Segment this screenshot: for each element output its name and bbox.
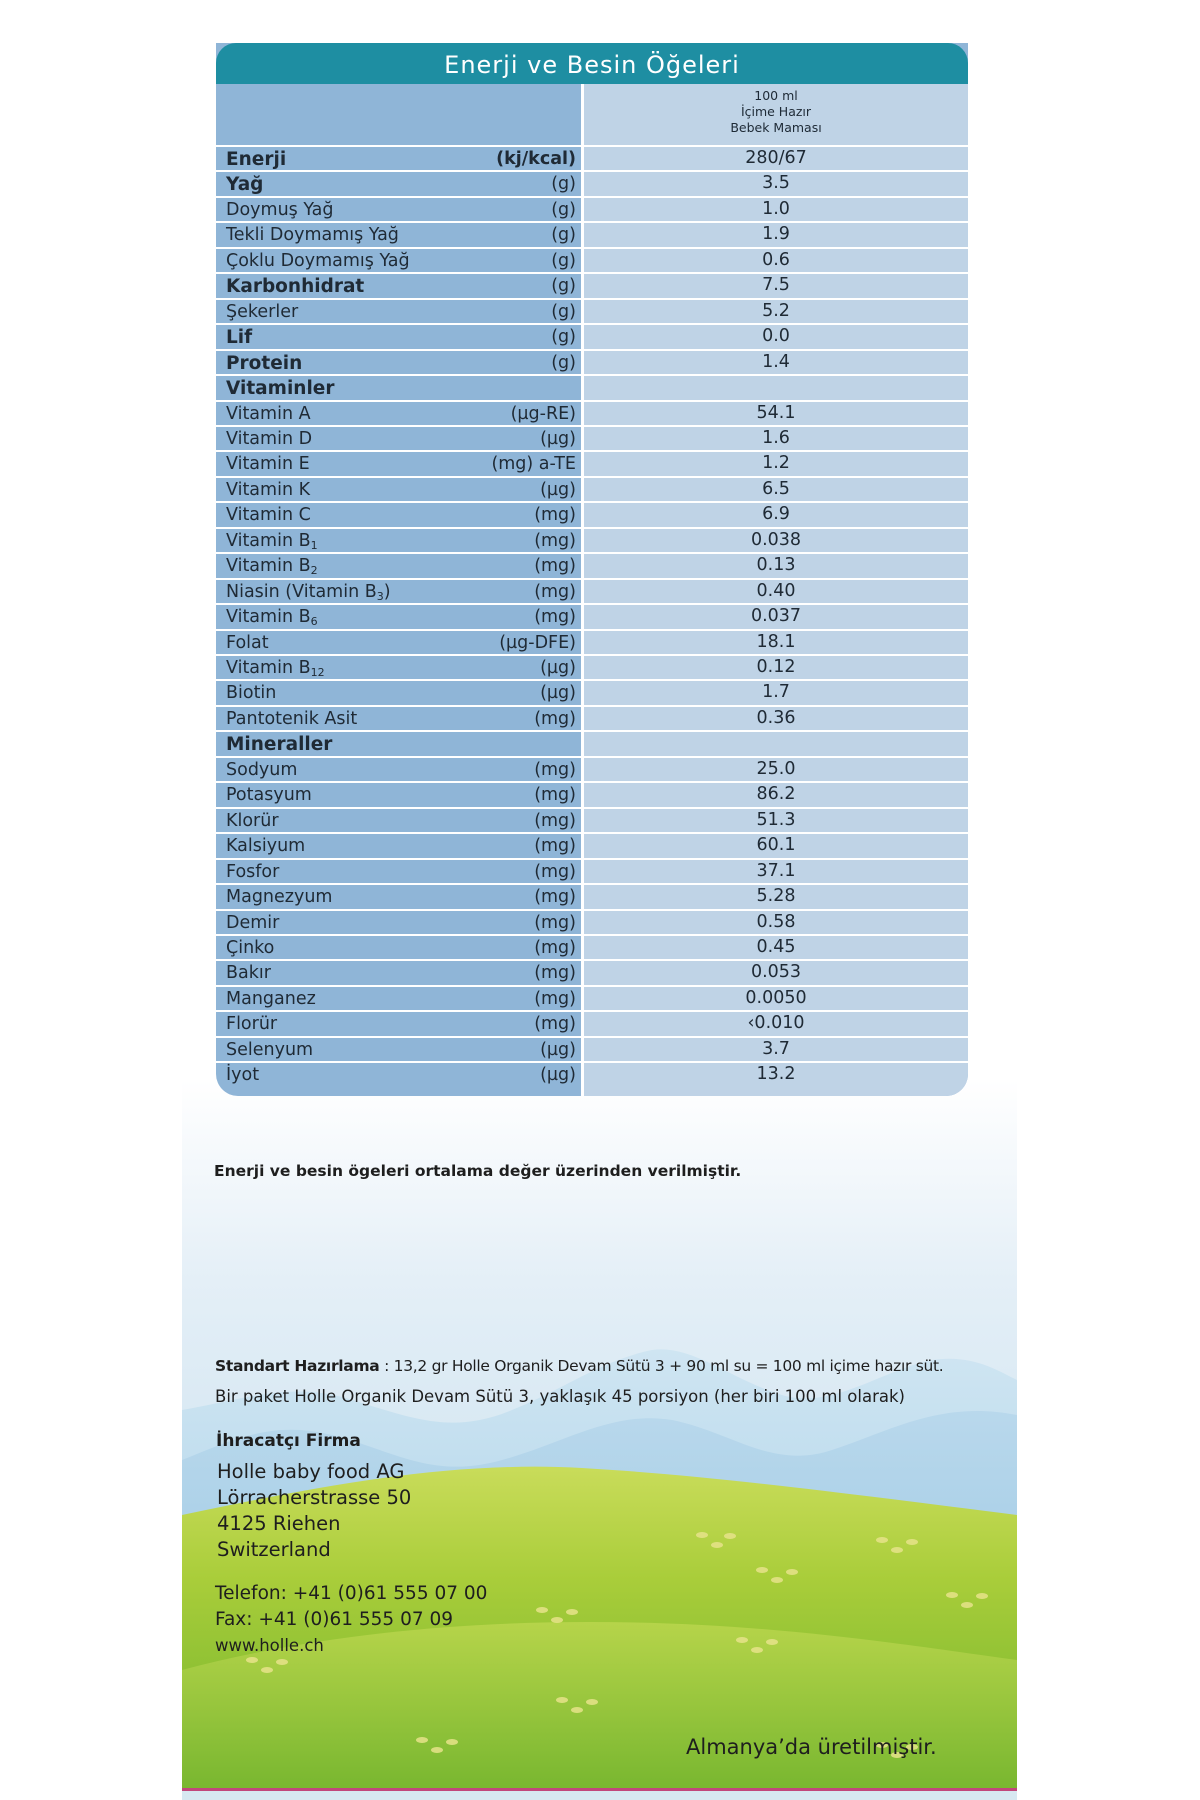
- table-row: [216, 298, 968, 323]
- table-row: [216, 959, 968, 984]
- table-row: [216, 934, 968, 959]
- row-divider: [216, 323, 968, 325]
- nutrient-name: Vitamin C: [226, 505, 311, 526]
- nutrient-unit: (µg-DFE): [499, 632, 576, 653]
- nutrient-name: Biotin: [226, 683, 277, 704]
- table-row: [216, 1036, 968, 1061]
- nutrient-name: Vitamin B: [226, 607, 311, 628]
- row-divider: [216, 476, 968, 478]
- row-divider: [216, 501, 968, 503]
- table-row: [216, 705, 968, 730]
- table-row: [216, 349, 968, 374]
- nutrient-name: Selenyum: [226, 1039, 314, 1060]
- nutrient-label: [226, 760, 297, 780]
- website-link[interactable]: www.holle.ch: [215, 1636, 324, 1655]
- table-row: [216, 807, 968, 832]
- nutrient-label: [226, 251, 410, 271]
- table-row: [216, 578, 968, 603]
- portion-info: Bir paket Holle Organik Devam Sütü 3, yaklaşık 45 porsiyon (her biri 100 ml olarak): [215, 1387, 905, 1406]
- row-divider: [216, 679, 968, 681]
- nutrient-unit: (µg): [540, 658, 576, 678]
- nutrient-value: 25.0: [756, 758, 796, 779]
- nutrient-unit: (mg): [534, 861, 576, 882]
- nutrient-unit: (mg): [534, 810, 576, 831]
- table-row: [216, 781, 968, 806]
- nutrient-label: [226, 556, 318, 577]
- nutrient-label: [226, 200, 333, 220]
- nutrient-name: Mineraller: [226, 734, 333, 756]
- row-divider: [216, 730, 968, 732]
- row-divider: [216, 985, 968, 987]
- row-divider: [216, 145, 968, 147]
- nutrient-value: 1.9: [762, 224, 790, 245]
- nutrient-unit: (mg): [534, 937, 576, 958]
- row-divider: [216, 221, 968, 223]
- nutrient-name: Enerji: [226, 149, 287, 170]
- nutrient-name: Vitamin B: [226, 658, 311, 678]
- nutrient-value: 51.3: [756, 809, 796, 830]
- nutrient-value: 280/67: [745, 148, 807, 168]
- nutrient-label: [226, 785, 312, 805]
- exporter-line: 4125 Riehen: [217, 1512, 341, 1535]
- row-divider: [216, 196, 968, 198]
- nutrient-name: Fosfor: [226, 861, 280, 882]
- nutrient-label: [226, 276, 364, 297]
- nutrient-unit: (mg): [534, 505, 576, 526]
- phone-number: Telefon: +41 (0)61 555 07 00: [215, 1583, 488, 1604]
- nutrient-value: 54.1: [756, 402, 796, 423]
- nutrient-value: 18.1: [756, 631, 796, 652]
- table-row: [216, 374, 968, 399]
- row-divider: [216, 1010, 968, 1012]
- nutrient-name: Potasyum: [226, 785, 312, 806]
- nutrient-value: 0.6: [762, 249, 790, 270]
- made-in-label: Almanya’da üretilmiştir.: [686, 1735, 937, 1759]
- nutrient-value: 0.037: [750, 606, 802, 627]
- nutrient-unit: (g): [551, 327, 576, 348]
- nutrient-unit: (mg): [534, 581, 576, 602]
- table-row: [216, 756, 968, 781]
- nutrient-value: 13.2: [756, 1064, 796, 1085]
- row-divider: [216, 705, 968, 707]
- nutrient-value: 0.12: [756, 657, 796, 677]
- nutrient-name: Kalsiyum: [226, 836, 306, 857]
- exporter-line: Switzerland: [217, 1538, 331, 1561]
- nutrient-subscript: 3: [376, 589, 384, 603]
- nutrient-label: [226, 938, 274, 958]
- nutrient-unit: (g): [551, 276, 576, 297]
- nutrient-value: 0.13: [756, 555, 796, 576]
- nutrient-name: Niasin (Vitamin B: [226, 581, 377, 602]
- nutrient-subscript: 6: [310, 615, 318, 629]
- nutrient-value: 5.2: [762, 300, 790, 321]
- table-row: [216, 145, 968, 170]
- nutrient-unit: (mg): [534, 759, 576, 780]
- nutrient-label: [226, 862, 279, 882]
- nutrient-label: [226, 404, 311, 424]
- table-row: [216, 629, 968, 654]
- nutrient-name: Vitamin K: [226, 479, 311, 500]
- table-row: [216, 450, 968, 475]
- nutrient-unit: (mg) a-TE: [491, 454, 576, 475]
- nutrient-value: 0.58: [756, 911, 796, 932]
- nutrient-label: [226, 302, 298, 322]
- nutrient-label: [226, 836, 305, 856]
- nutrient-name: Vitamin A: [226, 403, 311, 424]
- preparation-separator: :: [379, 1357, 394, 1375]
- nutrient-unit: (g): [551, 352, 576, 373]
- row-divider: [216, 603, 968, 605]
- column-header: [584, 88, 968, 136]
- table-row: [216, 1010, 968, 1035]
- row-divider: [216, 349, 968, 351]
- contact-block: [215, 1581, 487, 1659]
- nutrient-value: 60.1: [756, 835, 796, 856]
- row-divider: [216, 934, 968, 936]
- nutrient-name: Lif: [226, 327, 253, 349]
- table-row: [216, 985, 968, 1010]
- nutrient-label: [226, 174, 263, 195]
- row-divider: [216, 170, 968, 172]
- nutrient-value: 6.9: [762, 504, 790, 525]
- table-row: [216, 501, 968, 526]
- nutrient-unit: (mg): [534, 887, 576, 908]
- nutrient-unit: (kj/kcal): [496, 149, 576, 169]
- nutrient-label: [226, 454, 310, 474]
- nutrient-suffix: ): [383, 581, 391, 602]
- nutrient-value: 0.0050: [745, 987, 807, 1008]
- nutrient-label: [226, 327, 252, 348]
- preparation-text: 13,2 gr Holle Organik Devam Sütü 3 + 90 ml su = 100 ml içime hazır süt.: [393, 1357, 944, 1375]
- average-values-note: Enerji ve besin ögeleri ortalama değer üzerinden verilmiştir.: [214, 1162, 742, 1180]
- nutrient-name: Vitamin B: [226, 556, 311, 577]
- row-divider: [216, 909, 968, 911]
- nutrient-value: 0.45: [756, 936, 796, 957]
- nutrient-unit: (mg): [534, 708, 576, 729]
- nutrient-label: [226, 913, 279, 933]
- row-divider: [216, 578, 968, 580]
- exporter-line: Lörracherstrasse 50: [217, 1486, 412, 1509]
- nutrient-label: [226, 480, 310, 500]
- row-divider: [216, 781, 968, 783]
- nutrient-label: [226, 633, 269, 653]
- nutrient-value: 0.0: [762, 326, 790, 347]
- nutrient-name: Folat: [226, 632, 269, 653]
- nutrient-unit: (µg): [540, 683, 576, 704]
- nutrient-name: Vitamin D: [226, 428, 313, 449]
- nutrient-unit: (mg): [534, 963, 576, 984]
- nutrient-name: Pantotenik Asit: [226, 708, 358, 729]
- nutrient-value: 0.40: [756, 580, 796, 601]
- row-divider: [216, 807, 968, 809]
- table-row: [216, 476, 968, 501]
- nutrient-value: 5.28: [756, 886, 796, 907]
- nutrient-label: [226, 225, 399, 245]
- row-divider: [216, 1061, 968, 1063]
- nutrient-name: Yağ: [226, 174, 264, 196]
- nutrient-name: Sodyum: [226, 759, 298, 780]
- nutrient-label: [226, 505, 311, 525]
- table-row: [216, 552, 968, 577]
- nutrient-unit: (µg): [540, 479, 576, 500]
- exporter-line: Holle baby food AG: [217, 1460, 405, 1483]
- nutrition-table: [216, 43, 968, 1096]
- nutrient-value: ‹0.010: [747, 1013, 805, 1034]
- table-row: [216, 425, 968, 450]
- nutrient-label: [226, 582, 391, 603]
- nutrient-name: Doymuş Yağ: [226, 199, 334, 220]
- nutrient-value: 0.038: [750, 529, 802, 550]
- nutrient-unit: (mg): [534, 556, 576, 577]
- nutrient-label: [226, 531, 318, 552]
- nutrient-label: [226, 658, 325, 679]
- nutrient-unit: (g): [551, 199, 576, 220]
- table-row: [216, 170, 968, 195]
- nutrient-label: [226, 1014, 277, 1034]
- row-divider: [216, 552, 968, 554]
- nutrient-label: [226, 683, 276, 703]
- column-header-line: İçime Hazır: [740, 104, 812, 119]
- column-header-line: 100 ml: [754, 88, 798, 103]
- exporter-address: [217, 1459, 411, 1563]
- table-row: [216, 858, 968, 883]
- row-divider: [216, 272, 968, 274]
- table-row: [216, 272, 968, 297]
- nutrient-label: [226, 607, 318, 628]
- nutrient-name: Florür: [226, 1014, 278, 1035]
- nutrient-name: Manganez: [226, 988, 316, 1009]
- nutrient-unit: (µg): [540, 1039, 576, 1060]
- table-row: [216, 247, 968, 272]
- nutrient-name: Şekerler: [226, 301, 299, 322]
- table-row: [216, 1061, 968, 1086]
- nutrient-value: 3.7: [762, 1038, 790, 1059]
- nutrient-label: [226, 887, 332, 907]
- table-row: [216, 832, 968, 857]
- nutrient-value: 86.2: [756, 784, 796, 805]
- nutrient-name: Klorür: [226, 810, 279, 831]
- table-row: [216, 654, 968, 679]
- landscape-illustration: [182, 1340, 1017, 1788]
- table-row: [216, 909, 968, 934]
- row-divider: [216, 858, 968, 860]
- row-divider: [216, 298, 968, 300]
- fax-number: Fax: +41 (0)61 555 07 09: [215, 1609, 454, 1630]
- nutrient-value: 3.5: [762, 173, 790, 194]
- row-divider: [216, 450, 968, 452]
- nutrient-name: Çoklu Doymamış Yağ: [226, 250, 410, 271]
- nutrient-name: Çinko: [226, 937, 275, 958]
- nutrient-value: 1.4: [762, 351, 790, 372]
- nutrient-unit: (g): [551, 301, 576, 322]
- exporter-heading: İhracatçı Firma: [216, 1431, 361, 1451]
- nutrient-label: [226, 963, 271, 983]
- table-row: [216, 883, 968, 908]
- nutrient-unit: (mg): [534, 530, 576, 551]
- nutrient-label: [226, 734, 332, 755]
- row-divider: [216, 374, 968, 376]
- nutrient-label: [226, 429, 312, 449]
- nutrient-subscript: 2: [310, 564, 318, 578]
- nutrient-label: [226, 353, 302, 374]
- nutrient-label: [226, 989, 316, 1009]
- nutrient-subscript: 1: [310, 538, 318, 552]
- nutrient-label: [226, 1040, 313, 1060]
- row-divider: [216, 247, 968, 249]
- bottom-rule: [182, 1788, 1017, 1791]
- nutrient-unit: (µg): [540, 428, 576, 449]
- nutrient-label: [226, 378, 334, 399]
- table-row: [216, 527, 968, 552]
- preparation-line: [215, 1357, 943, 1375]
- nutrient-value: 0.36: [756, 707, 796, 728]
- nutrient-name: Karbonhidrat: [226, 276, 365, 298]
- nutrient-unit: (mg): [534, 1014, 576, 1035]
- nutrient-name: Bakır: [226, 963, 271, 984]
- nutrient-name: Tekli Doymamış Yağ: [226, 225, 399, 246]
- table-row: [216, 400, 968, 425]
- row-divider: [216, 756, 968, 758]
- row-divider: [216, 629, 968, 631]
- nutrient-unit: (mg): [534, 836, 576, 857]
- nutrient-unit: (µg-RE): [510, 403, 576, 424]
- nutrient-name: Demir: [226, 912, 280, 933]
- nutrient-value: 1.0: [762, 198, 790, 219]
- row-divider: [216, 1036, 968, 1038]
- nutrient-value: 0.053: [750, 962, 802, 983]
- nutrient-unit: (g): [551, 225, 576, 246]
- nutrient-name: İyot: [226, 1065, 260, 1086]
- table-row: [216, 323, 968, 348]
- row-divider: [216, 425, 968, 427]
- nutrient-unit: (mg): [534, 785, 576, 806]
- nutrient-value: 1.2: [762, 453, 790, 474]
- row-divider: [216, 883, 968, 885]
- table-row: [216, 196, 968, 221]
- row-divider: [216, 959, 968, 961]
- table-row: [216, 730, 968, 755]
- nutrient-unit: (g): [551, 174, 576, 195]
- nutrient-name: Vitamin B: [226, 530, 311, 551]
- nutrient-label: [226, 811, 279, 831]
- table-row: [216, 679, 968, 704]
- nutrient-name: Protein: [226, 352, 303, 374]
- row-divider: [216, 527, 968, 529]
- nutrient-name: Magnezyum: [226, 887, 333, 908]
- nutrient-value: 6.5: [762, 478, 790, 499]
- nutrient-label: [226, 149, 286, 170]
- nutrient-subscript: 12: [310, 666, 325, 679]
- nutrient-value: 7.5: [762, 275, 790, 296]
- nutrient-unit: (µg): [540, 1065, 576, 1086]
- row-divider: [216, 832, 968, 834]
- nutrient-unit: (g): [551, 250, 576, 271]
- nutrient-unit: (mg): [534, 988, 576, 1009]
- nutrient-name: Vitamin E: [226, 454, 310, 475]
- nutrient-unit: (mg): [534, 607, 576, 628]
- table-row: [216, 221, 968, 246]
- nutrient-value: 1.7: [762, 682, 790, 703]
- nutrient-value: 37.1: [756, 860, 796, 881]
- nutrient-unit: (mg): [534, 912, 576, 933]
- preparation-label: Standart Hazırlama: [215, 1357, 380, 1375]
- nutrient-value: 1.6: [762, 427, 790, 448]
- table-row: [216, 603, 968, 628]
- row-divider: [216, 654, 968, 656]
- nutrient-label: [226, 1065, 259, 1085]
- table-title: Enerji ve Besin Öğeleri: [216, 43, 968, 84]
- column-header-line: Bebek Maması: [730, 120, 822, 135]
- nutrient-name: Vitaminler: [226, 378, 335, 400]
- row-divider: [216, 400, 968, 402]
- nutrient-label: [226, 709, 357, 729]
